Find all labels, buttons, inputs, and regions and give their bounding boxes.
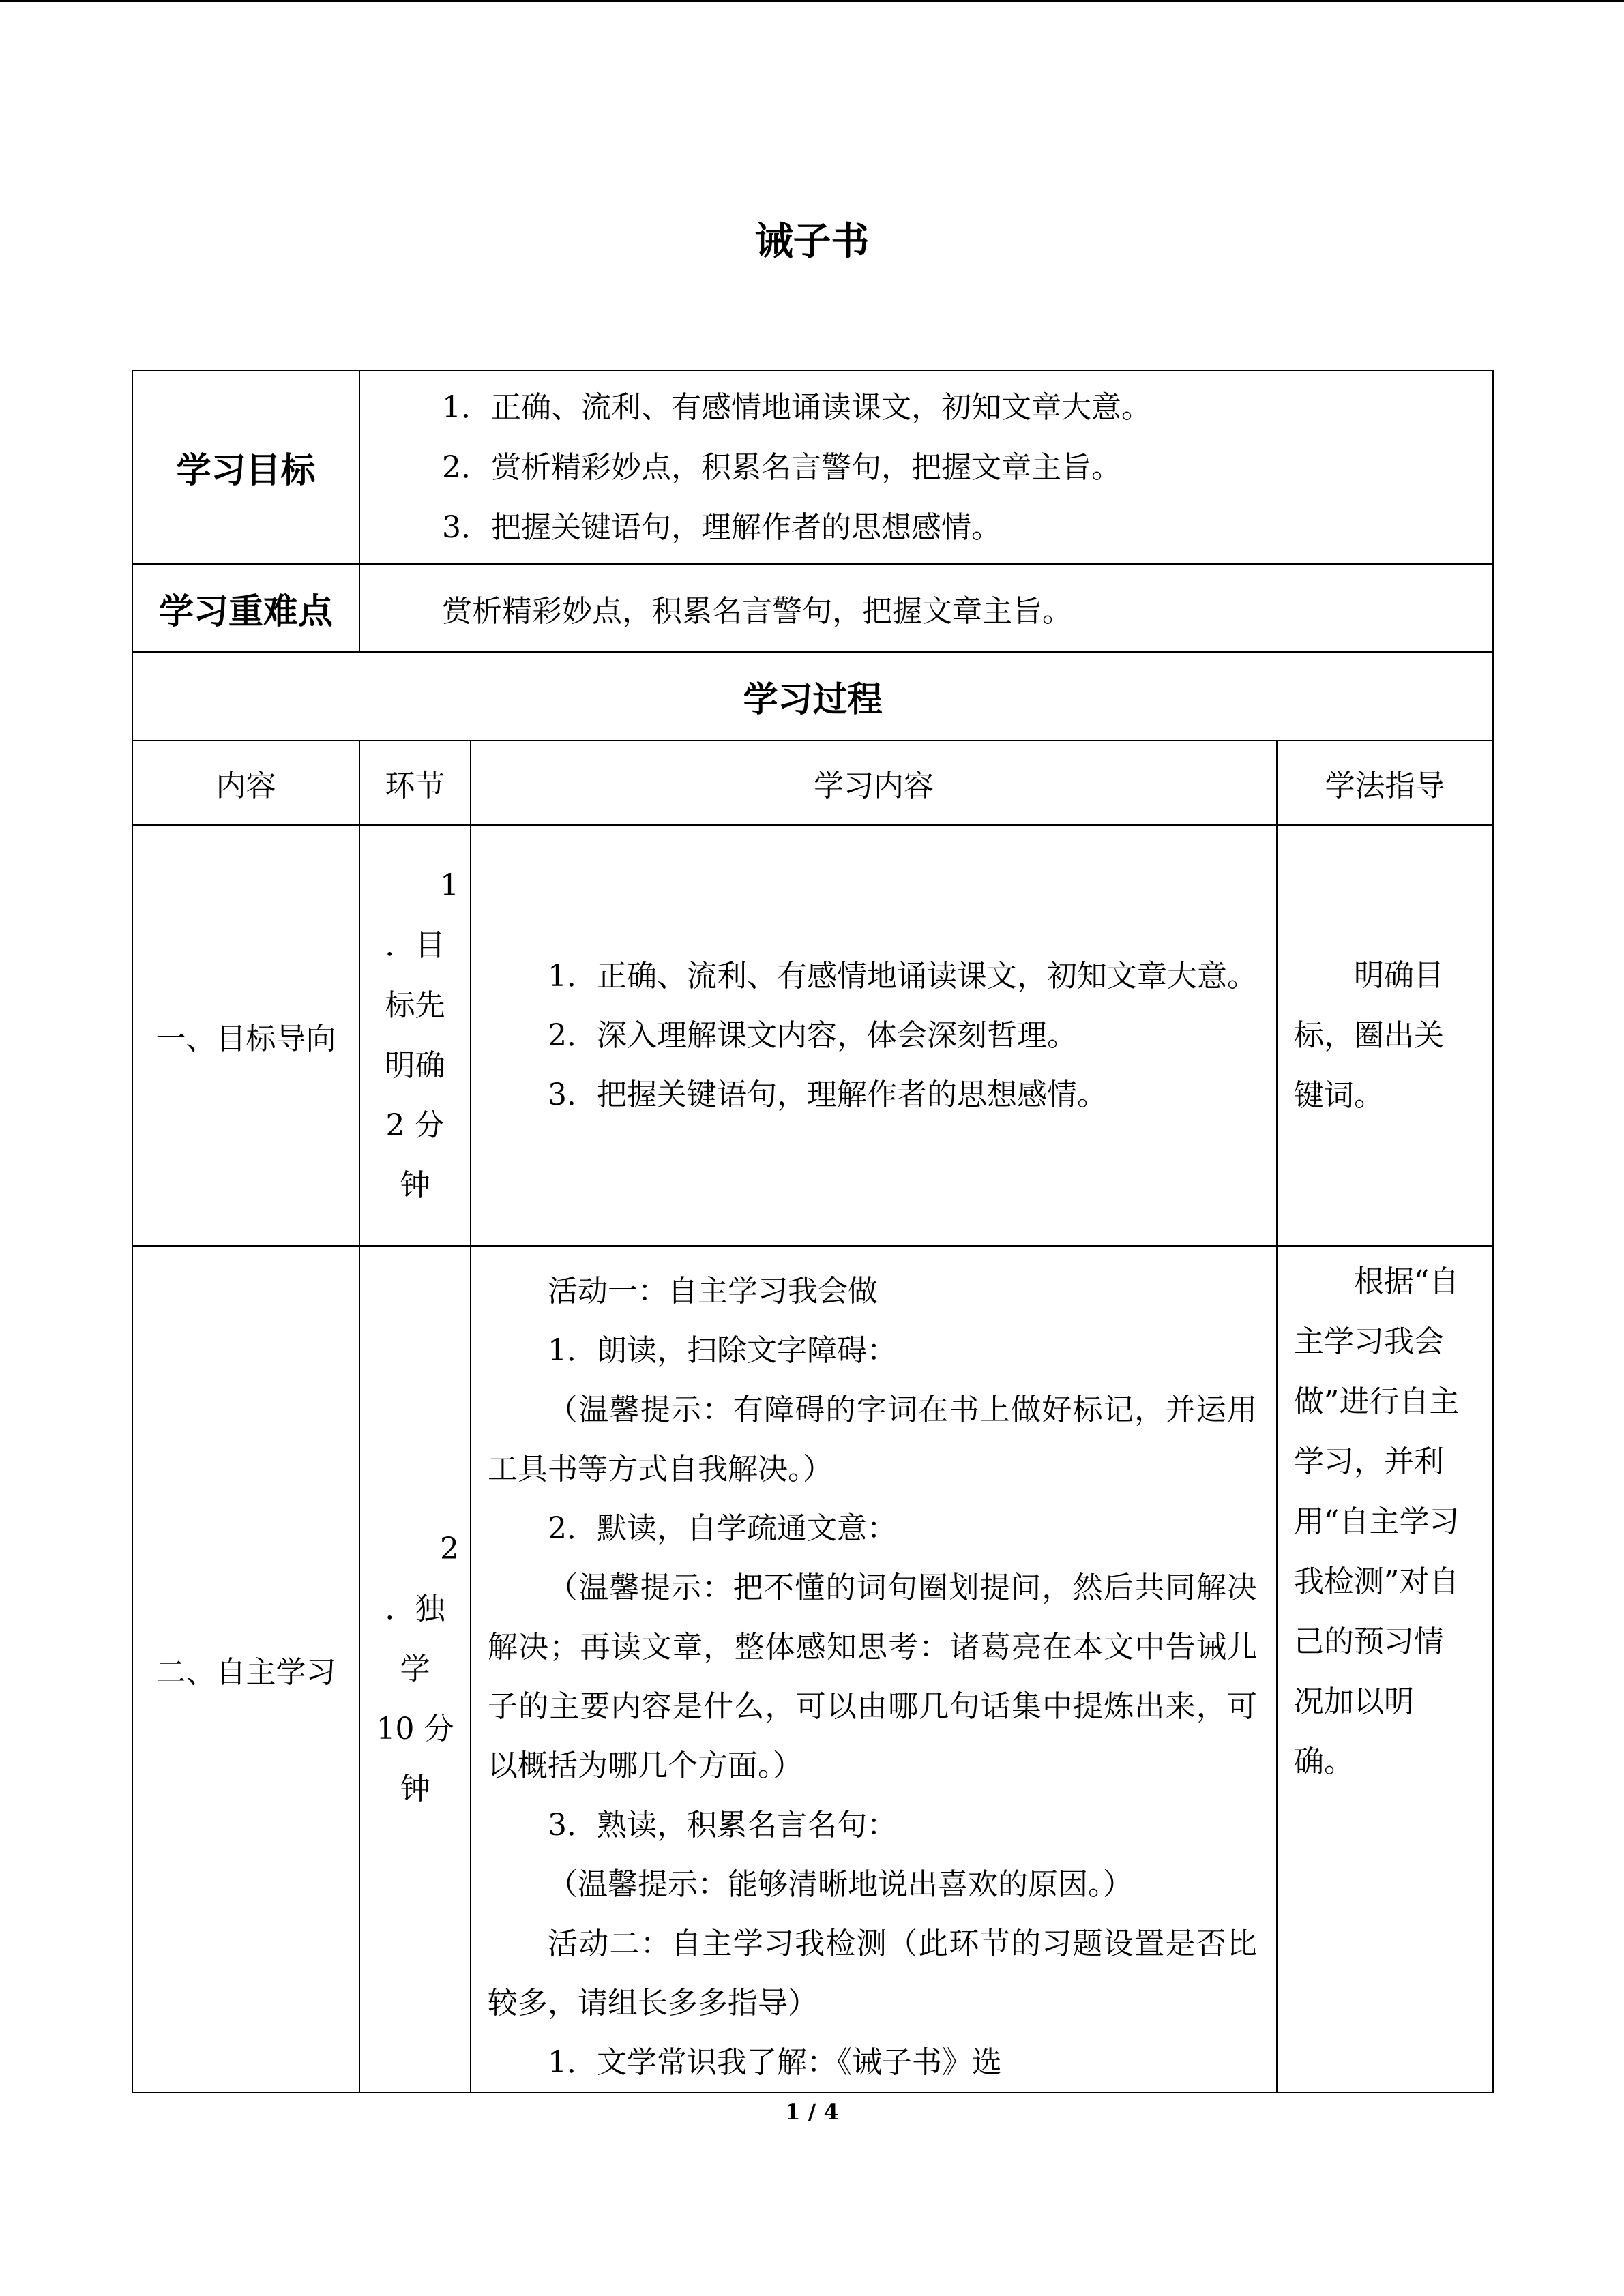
focus-row: [132, 564, 1493, 652]
guide-cell: [1277, 1246, 1493, 2093]
goal-item: 2．赏析精彩妙点，积累名言警句，把握文章主旨。: [442, 450, 1121, 485]
step-line: 学: [400, 1652, 430, 1686]
guide-cell: [1277, 825, 1493, 1246]
content-paragraph: 1．文学常识我了解：《诫子书》选: [548, 2045, 1002, 2080]
step-line: 标先: [385, 987, 445, 1023]
guide-text: 明确目标，圈出关键词。: [1294, 957, 1444, 1113]
content-paragraph: 2．深入理解课文内容，体会深刻哲理。: [548, 1018, 1077, 1053]
content-paragraph: 1．正确、流利、有感情地诵读课文，初知文章大意。: [548, 959, 1257, 994]
step-line: 2 分: [385, 1107, 445, 1143]
content-paragraph: 2．默读，自学疏通文意：: [548, 1511, 897, 1546]
content-paragraph: （温馨提示：把不懂的词句圈划提问，然后共同解决解决；再读文章，整体感知思考：诸葛亮在本文中告诫儿子的主要内容是什么，可以由哪几句话集中提炼出来，可以概括为哪几个方面。）: [488, 1570, 1257, 1783]
step-line: ．独: [385, 1592, 445, 1626]
content-paragraph: （温馨提示：有障碍的字词在书上做好标记，并运用工具书等方式自我解决。）: [488, 1392, 1257, 1487]
step-cell: [359, 1246, 471, 2093]
content-paragraph: （温馨提示：能够清晰地说出喜欢的原因。）: [548, 1867, 1133, 1902]
lesson-plan-table: [132, 370, 1494, 2093]
goals-list: [359, 370, 1493, 564]
section-name: 一、目标导向: [132, 825, 359, 1246]
goal-item: 3．把握关键语句，理解作者的思想感情。: [442, 510, 1001, 545]
table-row: [132, 825, 1493, 1246]
page-number: 1 / 4: [785, 2099, 839, 2125]
step-line: 钟: [400, 1167, 430, 1203]
goal-item: 1．正确、流利、有感情地诵读课文，初知文章大意。: [442, 390, 1151, 425]
step-line: 10 分: [376, 1712, 454, 1746]
content-paragraph: 1．朗读，扫除文字障碍：: [548, 1333, 897, 1368]
guide-text: 根据“自主学习我会做”进行自主学习，并利用“自主学习我检测”对自己的预习情况加以明确。: [1294, 1264, 1460, 1779]
column-header-guide: 学法指导: [1277, 741, 1493, 825]
goals-row: [132, 370, 1493, 564]
step-line: 明确: [385, 1047, 445, 1083]
content-paragraph: 3．熟读，积累名言名句：: [548, 1808, 897, 1843]
step-line: 2: [440, 1532, 459, 1566]
content-paragraph: 3．把握关键语句，理解作者的思想感情。: [548, 1077, 1107, 1112]
content-paragraph: 活动二：自主学习我检测（此环节的习题设置是否比较多，请组长多多指导）: [488, 1926, 1257, 2021]
content-cell: [471, 1246, 1277, 2093]
step-cell: [359, 825, 471, 1246]
step-line: ．目: [385, 927, 445, 963]
section-name: 二、自主学习: [132, 1246, 359, 2093]
column-header-section: 内容: [132, 741, 359, 825]
focus-label: 学习重难点: [132, 564, 359, 652]
column-header-step: 环节: [359, 741, 471, 825]
step-line: 1: [440, 867, 459, 903]
process-title-row: [132, 652, 1493, 741]
step-line: 钟: [400, 1772, 430, 1806]
focus-text: 赏析精彩妙点，积累名言警句，把握文章主旨。: [359, 564, 1493, 652]
column-header-row: [132, 741, 1493, 825]
goals-label: 学习目标: [132, 370, 359, 564]
content-cell: [471, 825, 1277, 1246]
top-border-line: [0, 0, 1624, 2]
page-title: 诫子书: [754, 220, 870, 264]
column-header-content: 学习内容: [471, 741, 1277, 825]
content-paragraph: 活动一：自主学习我会做: [548, 1274, 878, 1309]
table-row: [132, 1246, 1493, 2093]
process-title: 学习过程: [132, 652, 1493, 741]
